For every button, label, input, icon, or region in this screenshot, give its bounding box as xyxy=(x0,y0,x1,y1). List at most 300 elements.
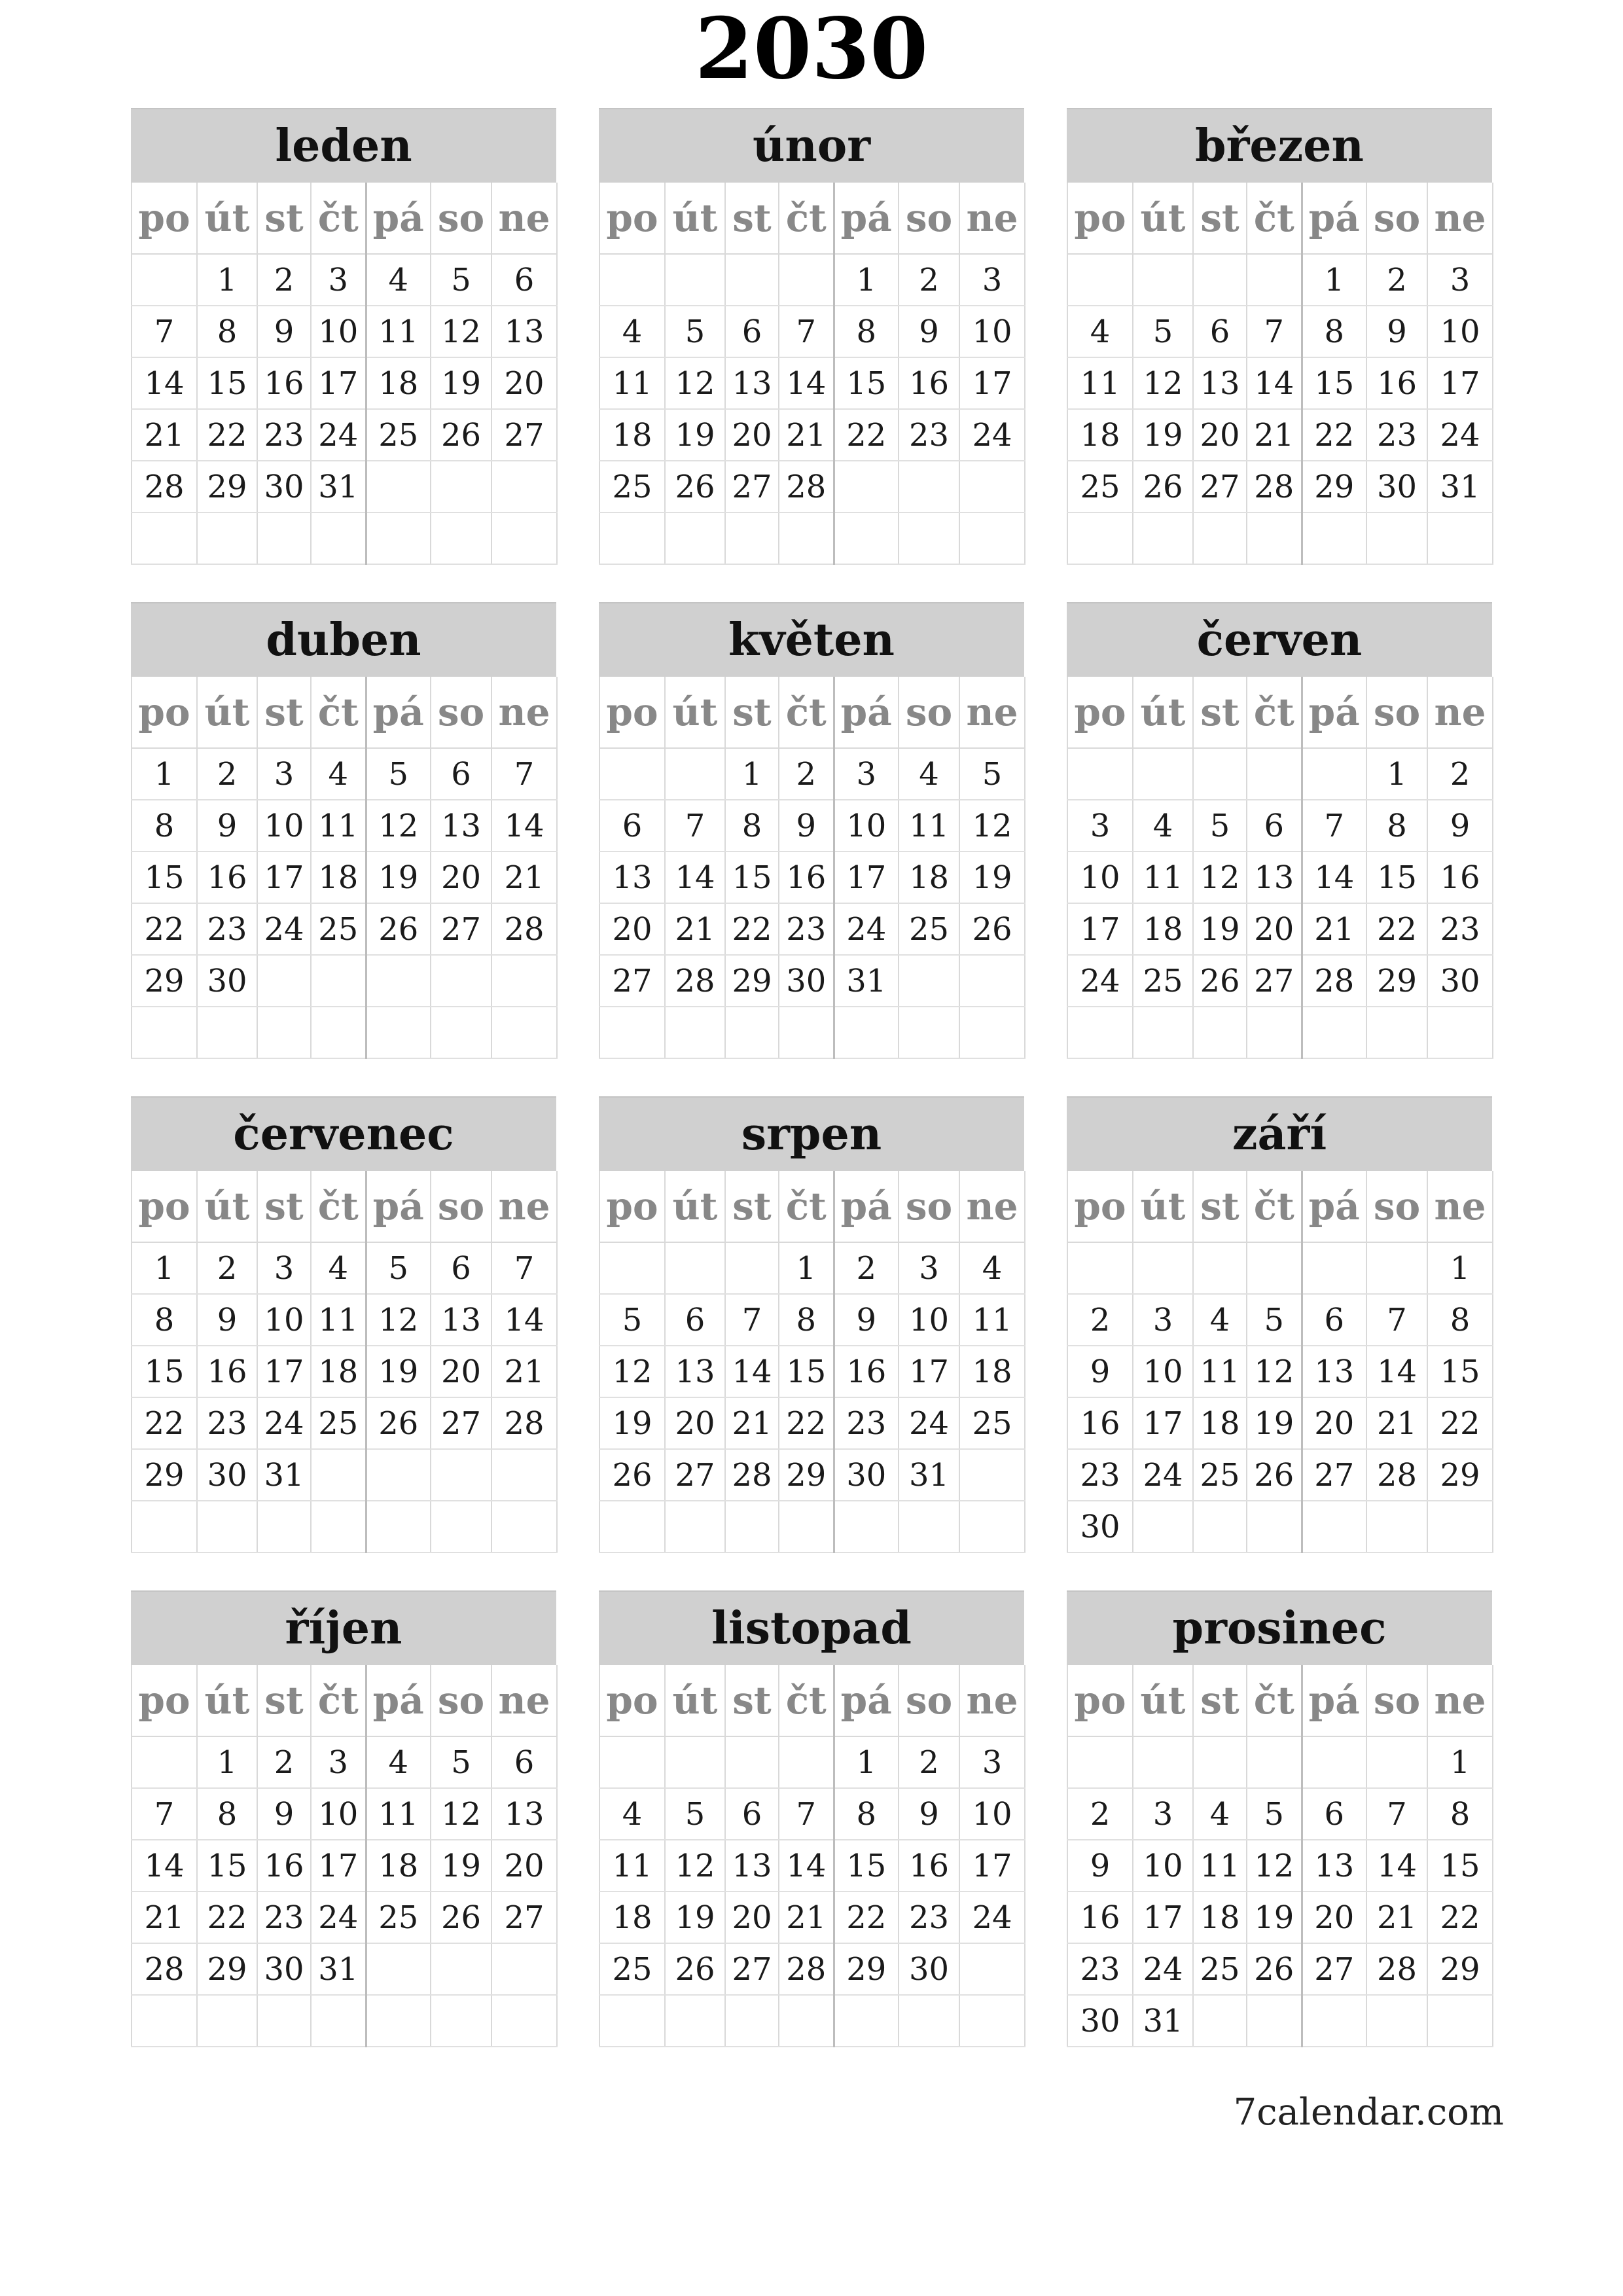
weekday-label: po xyxy=(132,1665,197,1736)
week-row xyxy=(132,800,557,852)
day-cell: 27 xyxy=(491,1892,557,1943)
day-cell xyxy=(779,1736,834,1788)
month-name: listopad xyxy=(599,1590,1024,1665)
day-cell: 17 xyxy=(311,357,366,409)
weekday-header-row xyxy=(1067,1171,1493,1242)
day-cell: 29 xyxy=(197,461,257,512)
day-cell: 1 xyxy=(197,1736,257,1788)
week-row xyxy=(1067,1346,1493,1397)
day-cell: 2 xyxy=(197,1242,257,1294)
day-cell xyxy=(1193,1995,1247,2047)
day-cell: 30 xyxy=(1067,1501,1133,1552)
day-cell: 2 xyxy=(1067,1788,1133,1840)
day-cell: 31 xyxy=(899,1449,959,1501)
day-cell: 12 xyxy=(366,800,431,852)
day-cell: 27 xyxy=(1193,461,1247,512)
day-cell: 29 xyxy=(1302,461,1366,512)
day-cell xyxy=(197,1995,257,2047)
day-cell: 22 xyxy=(197,409,257,461)
weekday-label: so xyxy=(899,1171,959,1242)
day-cell xyxy=(366,512,431,564)
day-cell xyxy=(1247,1242,1302,1294)
week-row xyxy=(1067,852,1493,903)
day-cell: 9 xyxy=(1067,1346,1133,1397)
week-row xyxy=(1067,1995,1493,2047)
day-cell xyxy=(665,748,725,800)
day-cell xyxy=(959,1943,1025,1995)
weekday-label: pá xyxy=(1302,183,1366,254)
week-row xyxy=(132,306,557,357)
day-cell xyxy=(491,512,557,564)
day-cell xyxy=(257,1007,311,1058)
day-cell: 1 xyxy=(834,254,899,306)
day-cell: 13 xyxy=(1302,1840,1366,1892)
week-row xyxy=(599,1449,1025,1501)
day-cell xyxy=(1193,512,1247,564)
month-4 xyxy=(599,602,1024,1059)
day-cell: 14 xyxy=(725,1346,779,1397)
day-cell: 8 xyxy=(779,1294,834,1346)
day-cell: 10 xyxy=(959,1788,1025,1840)
day-cell xyxy=(366,1943,431,1995)
day-cell xyxy=(665,1736,725,1788)
day-cell: 2 xyxy=(1067,1294,1133,1346)
day-cell xyxy=(1067,512,1133,564)
day-cell: 20 xyxy=(725,409,779,461)
day-cell: 15 xyxy=(197,357,257,409)
day-cell xyxy=(1193,254,1247,306)
month-grid xyxy=(1067,183,1493,565)
day-cell: 30 xyxy=(1067,1995,1133,2047)
month-grid xyxy=(1067,1665,1493,2047)
day-cell: 14 xyxy=(779,357,834,409)
day-cell: 1 xyxy=(834,1736,899,1788)
day-cell: 5 xyxy=(665,1788,725,1840)
day-cell: 26 xyxy=(1247,1449,1302,1501)
day-cell: 15 xyxy=(834,357,899,409)
weekday-header-row xyxy=(599,183,1025,254)
day-cell: 19 xyxy=(431,357,491,409)
day-cell: 25 xyxy=(1193,1943,1247,1995)
day-cell: 16 xyxy=(257,357,311,409)
day-cell: 28 xyxy=(1366,1449,1427,1501)
day-cell xyxy=(779,1501,834,1552)
weekday-label: út xyxy=(665,1665,725,1736)
weekday-label: po xyxy=(1067,1171,1133,1242)
week-row xyxy=(132,1397,557,1449)
day-cell: 25 xyxy=(1133,955,1193,1007)
day-cell: 23 xyxy=(257,409,311,461)
day-cell: 15 xyxy=(834,1840,899,1892)
day-cell xyxy=(1247,1736,1302,1788)
weekday-label: po xyxy=(1067,183,1133,254)
day-cell: 4 xyxy=(959,1242,1025,1294)
day-cell: 22 xyxy=(1427,1892,1493,1943)
weekday-label: st xyxy=(725,677,779,748)
month-grid xyxy=(599,677,1026,1059)
day-cell xyxy=(599,1995,665,2047)
day-cell: 16 xyxy=(197,852,257,903)
day-cell: 31 xyxy=(311,461,366,512)
weekday-label: st xyxy=(257,1171,311,1242)
day-cell xyxy=(132,1007,197,1058)
day-cell: 28 xyxy=(725,1449,779,1501)
day-cell: 27 xyxy=(665,1449,725,1501)
day-cell xyxy=(959,1501,1025,1552)
day-cell: 2 xyxy=(257,254,311,306)
day-cell xyxy=(491,955,557,1007)
day-cell: 11 xyxy=(1067,357,1133,409)
day-cell: 7 xyxy=(132,306,197,357)
weekday-label: čt xyxy=(1247,1665,1302,1736)
week-row xyxy=(1067,1892,1493,1943)
day-cell: 11 xyxy=(1193,1346,1247,1397)
day-cell xyxy=(1133,512,1193,564)
day-cell: 12 xyxy=(959,800,1025,852)
week-row xyxy=(599,1501,1025,1552)
day-cell: 17 xyxy=(257,1346,311,1397)
day-cell: 24 xyxy=(257,903,311,955)
day-cell: 29 xyxy=(1427,1449,1493,1501)
day-cell: 13 xyxy=(431,1294,491,1346)
day-cell xyxy=(491,461,557,512)
day-cell: 19 xyxy=(431,1840,491,1892)
day-cell: 25 xyxy=(1067,461,1133,512)
day-cell: 5 xyxy=(431,254,491,306)
day-cell: 18 xyxy=(366,1840,431,1892)
day-cell xyxy=(599,254,665,306)
day-cell: 29 xyxy=(197,1943,257,1995)
day-cell: 9 xyxy=(1427,800,1493,852)
day-cell xyxy=(1427,1995,1493,2047)
day-cell: 6 xyxy=(431,1242,491,1294)
week-row xyxy=(1067,1294,1493,1346)
day-cell: 8 xyxy=(1302,306,1366,357)
day-cell: 8 xyxy=(1427,1294,1493,1346)
day-cell: 18 xyxy=(599,1892,665,1943)
day-cell: 14 xyxy=(491,800,557,852)
day-cell: 21 xyxy=(665,903,725,955)
day-cell: 26 xyxy=(431,409,491,461)
day-cell xyxy=(257,955,311,1007)
weekday-header-row xyxy=(1067,183,1493,254)
day-cell xyxy=(834,512,899,564)
month-11 xyxy=(1067,1590,1492,2047)
day-cell: 14 xyxy=(665,852,725,903)
day-cell xyxy=(725,1736,779,1788)
day-cell: 9 xyxy=(1067,1840,1133,1892)
weekday-label: st xyxy=(257,1665,311,1736)
month-name: květen xyxy=(599,602,1024,677)
day-cell: 22 xyxy=(779,1397,834,1449)
week-row xyxy=(1067,512,1493,564)
week-row xyxy=(132,1294,557,1346)
weekday-label: pá xyxy=(834,1171,899,1242)
week-row xyxy=(1067,306,1493,357)
day-cell xyxy=(431,1007,491,1058)
weekday-header-row xyxy=(1067,677,1493,748)
day-cell: 15 xyxy=(132,1346,197,1397)
weekday-label: pá xyxy=(366,677,431,748)
day-cell: 11 xyxy=(366,306,431,357)
day-cell: 1 xyxy=(1302,254,1366,306)
day-cell: 3 xyxy=(257,1242,311,1294)
week-row xyxy=(599,1995,1025,2047)
day-cell: 20 xyxy=(1193,409,1247,461)
day-cell: 5 xyxy=(959,748,1025,800)
month-0 xyxy=(131,108,556,565)
day-cell xyxy=(599,1736,665,1788)
day-cell: 26 xyxy=(665,461,725,512)
day-cell xyxy=(431,1995,491,2047)
day-cell: 5 xyxy=(1193,800,1247,852)
day-cell: 19 xyxy=(1133,409,1193,461)
day-cell: 1 xyxy=(725,748,779,800)
day-cell xyxy=(311,955,366,1007)
day-cell: 10 xyxy=(899,1294,959,1346)
day-cell: 4 xyxy=(366,1736,431,1788)
day-cell xyxy=(599,1007,665,1058)
day-cell: 8 xyxy=(834,1788,899,1840)
month-3 xyxy=(131,602,556,1059)
day-cell: 20 xyxy=(491,357,557,409)
day-cell: 15 xyxy=(1427,1346,1493,1397)
day-cell xyxy=(1067,1242,1133,1294)
day-cell: 14 xyxy=(1366,1840,1427,1892)
day-cell: 29 xyxy=(834,1943,899,1995)
day-cell: 6 xyxy=(725,306,779,357)
day-cell xyxy=(1302,1501,1366,1552)
day-cell: 1 xyxy=(132,1242,197,1294)
day-cell: 26 xyxy=(599,1449,665,1501)
day-cell xyxy=(132,512,197,564)
day-cell: 9 xyxy=(899,306,959,357)
day-cell: 21 xyxy=(1366,1892,1427,1943)
day-cell: 13 xyxy=(599,852,665,903)
day-cell: 25 xyxy=(366,1892,431,1943)
week-row xyxy=(132,1346,557,1397)
day-cell xyxy=(959,955,1025,1007)
weekday-header-row xyxy=(132,677,557,748)
day-cell xyxy=(899,512,959,564)
day-cell: 13 xyxy=(1193,357,1247,409)
week-row xyxy=(599,903,1025,955)
year-title: 2030 xyxy=(694,0,929,98)
weekday-header-row xyxy=(132,1665,557,1736)
day-cell: 21 xyxy=(132,1892,197,1943)
day-cell: 10 xyxy=(311,1788,366,1840)
weekday-label: ne xyxy=(959,1171,1025,1242)
day-cell xyxy=(1193,1007,1247,1058)
day-cell: 26 xyxy=(1133,461,1193,512)
day-cell xyxy=(132,1501,197,1552)
day-cell: 21 xyxy=(132,409,197,461)
day-cell: 12 xyxy=(1247,1840,1302,1892)
week-row xyxy=(1067,461,1493,512)
day-cell: 9 xyxy=(1366,306,1427,357)
day-cell xyxy=(491,1007,557,1058)
weekday-label: pá xyxy=(1302,1665,1366,1736)
day-cell xyxy=(1133,254,1193,306)
day-cell: 23 xyxy=(899,409,959,461)
month-grid xyxy=(131,1171,558,1553)
weekday-label: so xyxy=(431,1665,491,1736)
day-cell xyxy=(834,1007,899,1058)
day-cell xyxy=(257,512,311,564)
weekday-label: ne xyxy=(959,183,1025,254)
day-cell: 31 xyxy=(1133,1995,1193,2047)
day-cell: 30 xyxy=(257,1943,311,1995)
day-cell: 19 xyxy=(665,409,725,461)
day-cell: 25 xyxy=(366,409,431,461)
week-row xyxy=(1067,254,1493,306)
day-cell: 9 xyxy=(779,800,834,852)
month-grid xyxy=(599,1171,1026,1553)
week-row xyxy=(599,1943,1025,1995)
day-cell: 3 xyxy=(1067,800,1133,852)
day-cell: 11 xyxy=(366,1788,431,1840)
weekday-label: po xyxy=(599,1665,665,1736)
weekday-label: čt xyxy=(779,1171,834,1242)
day-cell xyxy=(1302,1007,1366,1058)
day-cell: 12 xyxy=(599,1346,665,1397)
day-cell: 19 xyxy=(366,1346,431,1397)
weekday-label: čt xyxy=(311,1171,366,1242)
day-cell: 31 xyxy=(311,1943,366,1995)
day-cell: 25 xyxy=(599,461,665,512)
day-cell: 23 xyxy=(1067,1943,1133,1995)
day-cell: 15 xyxy=(197,1840,257,1892)
day-cell xyxy=(1366,1242,1427,1294)
day-cell: 24 xyxy=(834,903,899,955)
day-cell: 15 xyxy=(725,852,779,903)
day-cell: 2 xyxy=(257,1736,311,1788)
week-row xyxy=(132,852,557,903)
day-cell xyxy=(834,461,899,512)
day-cell: 27 xyxy=(431,903,491,955)
day-cell xyxy=(1366,1501,1427,1552)
day-cell: 3 xyxy=(1427,254,1493,306)
weekday-label: út xyxy=(197,677,257,748)
day-cell xyxy=(431,1943,491,1995)
weekday-label: ne xyxy=(491,183,557,254)
day-cell: 21 xyxy=(1302,903,1366,955)
day-cell: 1 xyxy=(1427,1736,1493,1788)
day-cell xyxy=(1366,512,1427,564)
day-cell: 13 xyxy=(1247,852,1302,903)
day-cell: 14 xyxy=(132,357,197,409)
day-cell: 1 xyxy=(197,254,257,306)
week-row xyxy=(599,1892,1025,1943)
day-cell xyxy=(257,1995,311,2047)
day-cell: 30 xyxy=(197,955,257,1007)
weekday-label: pá xyxy=(1302,677,1366,748)
day-cell: 2 xyxy=(899,254,959,306)
day-cell: 24 xyxy=(1133,1943,1193,1995)
month-name: červenec xyxy=(131,1096,556,1171)
day-cell: 24 xyxy=(899,1397,959,1449)
day-cell: 7 xyxy=(725,1294,779,1346)
day-cell: 7 xyxy=(779,306,834,357)
day-cell xyxy=(959,1449,1025,1501)
day-cell: 21 xyxy=(1247,409,1302,461)
day-cell: 11 xyxy=(959,1294,1025,1346)
day-cell xyxy=(431,1449,491,1501)
day-cell: 25 xyxy=(899,903,959,955)
day-cell: 22 xyxy=(725,903,779,955)
week-row xyxy=(1067,1943,1493,1995)
day-cell: 19 xyxy=(665,1892,725,1943)
day-cell: 29 xyxy=(1366,955,1427,1007)
day-cell: 17 xyxy=(1133,1397,1193,1449)
day-cell: 4 xyxy=(1133,800,1193,852)
weekday-header-row xyxy=(599,1665,1025,1736)
day-cell: 20 xyxy=(1302,1892,1366,1943)
weekday-label: pá xyxy=(834,1665,899,1736)
week-row xyxy=(599,357,1025,409)
day-cell xyxy=(959,1995,1025,2047)
month-6 xyxy=(131,1096,556,1553)
weekday-header-row xyxy=(599,1171,1025,1242)
month-10 xyxy=(599,1590,1024,2047)
weekday-label: út xyxy=(197,1171,257,1242)
day-cell: 15 xyxy=(1302,357,1366,409)
day-cell: 22 xyxy=(197,1892,257,1943)
weekday-label: st xyxy=(257,183,311,254)
day-cell: 21 xyxy=(779,1892,834,1943)
day-cell: 8 xyxy=(132,800,197,852)
day-cell: 29 xyxy=(725,955,779,1007)
day-cell: 29 xyxy=(1427,1943,1493,1995)
day-cell xyxy=(132,1736,197,1788)
week-row xyxy=(599,800,1025,852)
day-cell: 21 xyxy=(779,409,834,461)
day-cell: 5 xyxy=(665,306,725,357)
week-row xyxy=(132,409,557,461)
day-cell: 14 xyxy=(1302,852,1366,903)
day-cell: 3 xyxy=(959,1736,1025,1788)
weekday-label: ne xyxy=(959,677,1025,748)
day-cell: 1 xyxy=(1427,1242,1493,1294)
weekday-label: so xyxy=(899,1665,959,1736)
day-cell xyxy=(1302,1242,1366,1294)
month-grid xyxy=(131,183,558,565)
weekday-label: út xyxy=(197,183,257,254)
weekday-label: so xyxy=(1366,677,1427,748)
day-cell xyxy=(779,512,834,564)
day-cell xyxy=(1302,512,1366,564)
weekday-label: čt xyxy=(1247,677,1302,748)
day-cell: 11 xyxy=(599,357,665,409)
week-row xyxy=(599,1346,1025,1397)
day-cell: 16 xyxy=(779,852,834,903)
day-cell: 9 xyxy=(834,1294,899,1346)
weekday-label: so xyxy=(431,1171,491,1242)
weekday-label: ne xyxy=(491,1665,557,1736)
day-cell xyxy=(311,1501,366,1552)
day-cell: 7 xyxy=(665,800,725,852)
day-cell xyxy=(431,955,491,1007)
day-cell: 17 xyxy=(959,1840,1025,1892)
weekday-label: út xyxy=(1133,1665,1193,1736)
day-cell xyxy=(1067,748,1133,800)
day-cell xyxy=(599,1501,665,1552)
weekday-label: ne xyxy=(1427,183,1493,254)
month-5 xyxy=(1067,602,1492,1059)
day-cell xyxy=(366,1501,431,1552)
day-cell: 12 xyxy=(1133,357,1193,409)
day-cell: 22 xyxy=(132,1397,197,1449)
